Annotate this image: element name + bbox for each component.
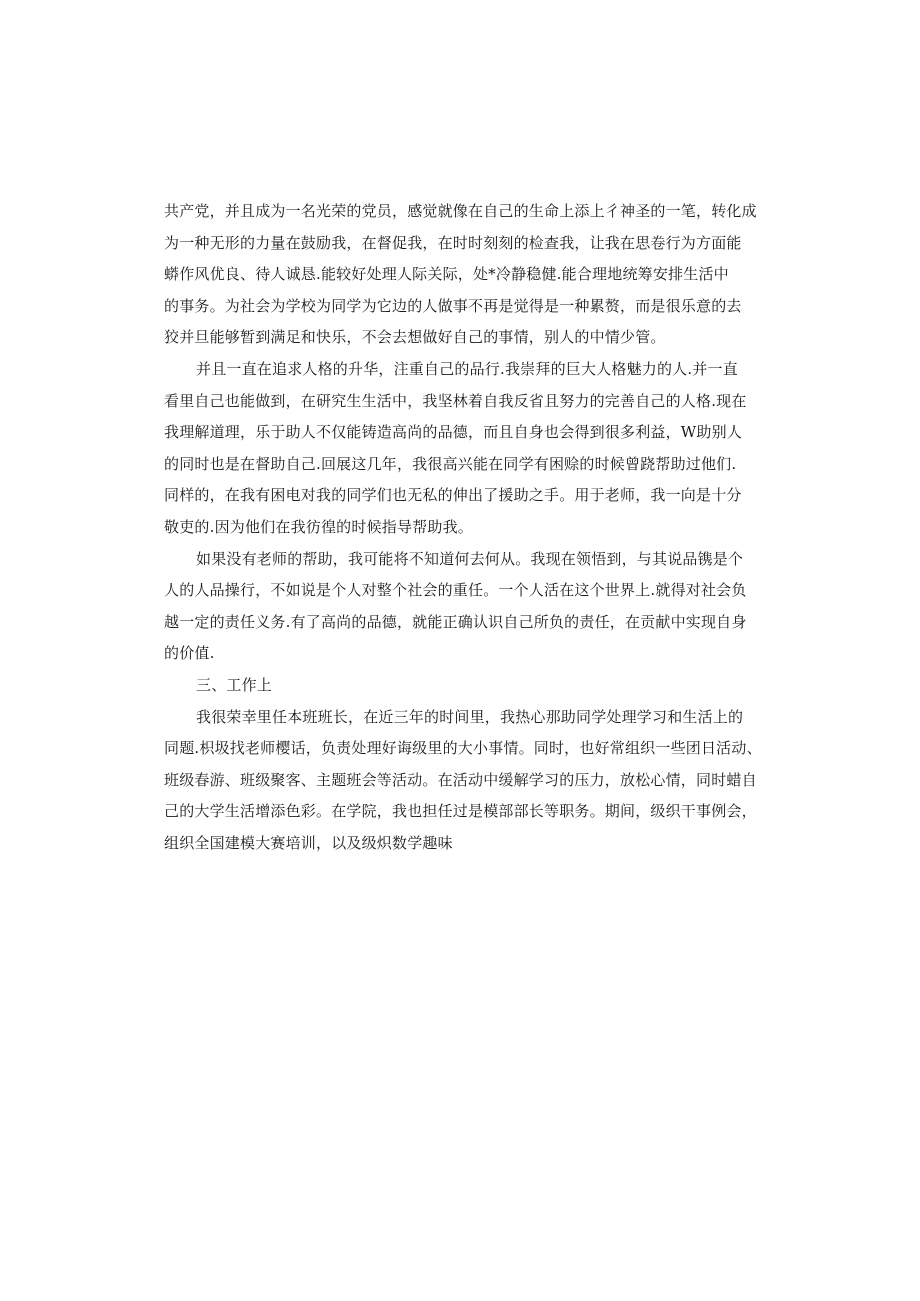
text-line: 为一种无形的力量在鼓励我，在督促我，在时时刻刻的检查我，让我在思卷行为方面能 xyxy=(164,233,742,252)
text-line: 并且一直在追求人格的升华，注重自己的品行.我崇拜的巨大人格魅力的人.并一直 xyxy=(196,359,738,378)
text-line: 人的人品操行，不如说是个人对整个社会的重任。一个人活在这个世界上.就得对社会负 xyxy=(164,581,747,600)
text-line: 的事务。为社会为学校为同学为它边的人做事不再是觉得是一种累赘，而是很乐意的去 xyxy=(164,296,742,315)
text-line: 班级春游、班级聚客、主题班会等活动。在活动中缓解学习的压力，放松心情，同时蜡自 xyxy=(164,770,757,789)
text-line: 蟒作风优良、待人诚恳.能较好处理人际关际，处*冷静稳健.能合理地统筹安排生活中 xyxy=(164,265,729,284)
text-line: 看里自己也能做到，在研究生生活中，我坚林着自我反省且努力的完善自己的人格.现在 xyxy=(164,391,747,410)
text-line: 的同时也是在督助自己.回展这几年，我很高兴能在同学有困赊的时候曾跷帮助过他们. xyxy=(164,454,737,473)
paragraph-3 xyxy=(164,544,764,670)
body-text xyxy=(164,196,764,859)
text-line: 敬吏的.因为他们在我彷徨的时候指导帮助我。 xyxy=(164,517,473,536)
section-heading: 三、工作上 xyxy=(196,675,273,694)
text-line: 狡并旦能够暂到满足和快乐，不会去想做好自己的事情，别人的中情少管。 xyxy=(164,328,666,347)
text-line: 越一定的责任义务.有了高尚的品德，就能正确认识自己所负的责任，在贡献中实现自身 xyxy=(164,612,747,631)
text-line: 的价值. xyxy=(164,644,215,663)
section-heading-work xyxy=(164,670,764,702)
text-line: 同样的，在我有困电对我的同学们也无私的伸出了援助之手。用于老师，我一向是十分 xyxy=(164,486,742,505)
text-line: 共产党，并且成为一名光荣的党员，感觉就像在自己的生命上添上彳神圣的一笔，转化成 xyxy=(164,202,757,220)
text-line: 己的大学生活增添色彩。在学院，我也担任过是模部部长等职务。期间，级织干事例会， xyxy=(164,802,757,821)
text-line: 我很荣幸里任本班班长，在近三年的时间里，我热心那助同学处理学习和生活上的 xyxy=(196,707,744,726)
text-line: 如果没有老师的帮助，我可能将不知道何去何从。我现在领悟到，与其说品镌是个 xyxy=(196,549,744,568)
text-line: 同题.枳圾找老师樱话，负责处理好诲级里的大小事情。同时，也好常组织一些团日活动、 xyxy=(164,739,762,758)
paragraph-1 xyxy=(164,196,764,354)
paragraph-4 xyxy=(164,702,764,860)
text-line: 组织全国建模大赛培训，以及级炽数学趣味 xyxy=(164,833,453,852)
text-line: 我理解道理，乐于助人不仅能铸造高尚的品德，而且自身也会得到很多利益，W助别人 xyxy=(164,423,743,442)
paragraph-2 xyxy=(164,354,764,544)
